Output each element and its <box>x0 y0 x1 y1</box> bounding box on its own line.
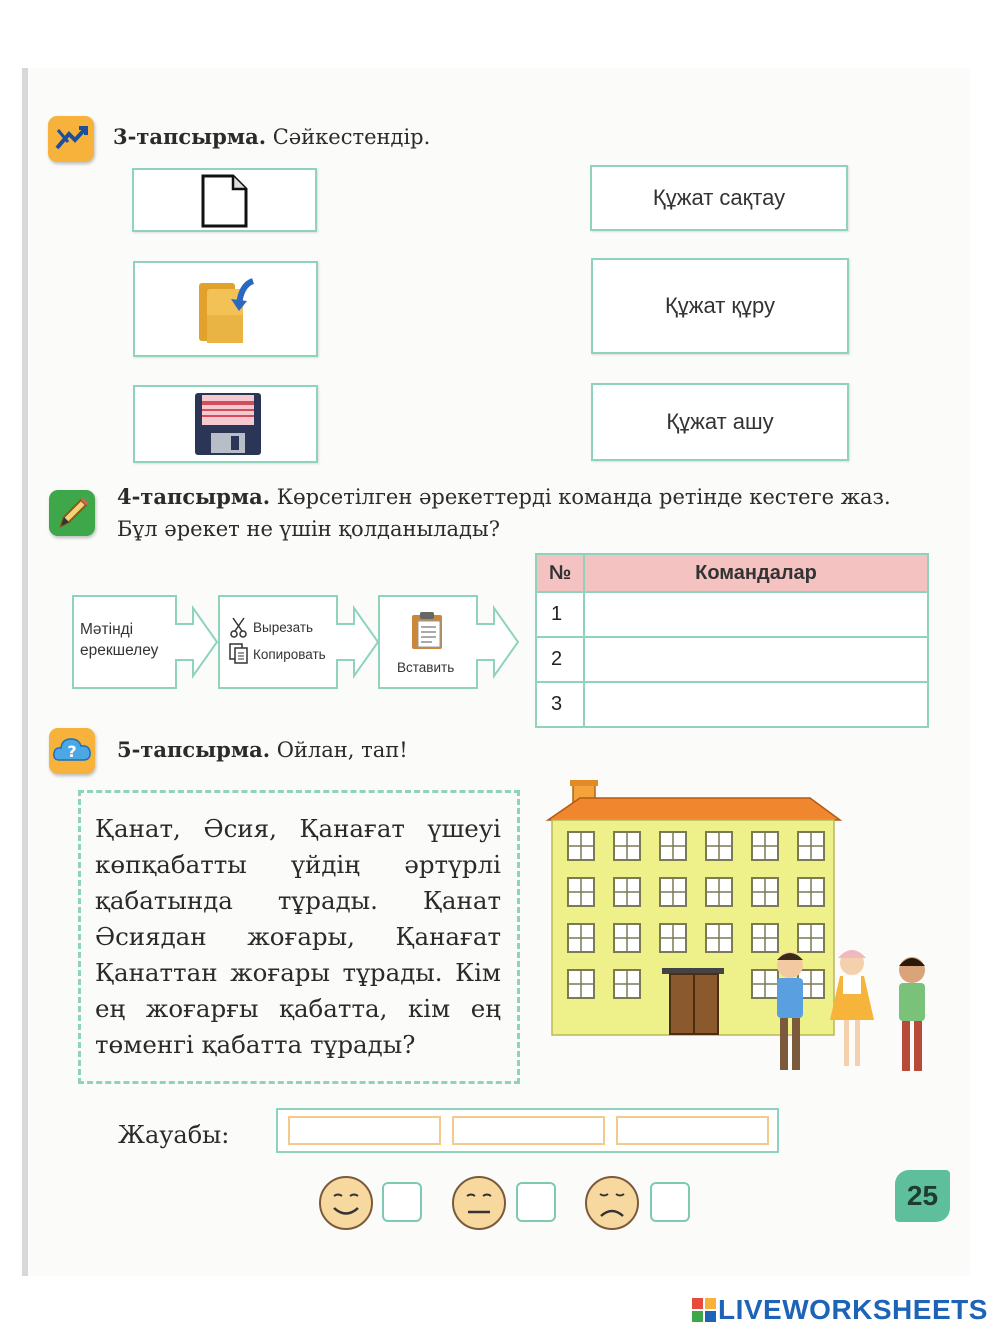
sad-face-icon <box>584 1175 640 1231</box>
flow-arrow-icon <box>336 594 380 690</box>
flow-arrow-icon <box>476 594 520 690</box>
table-row <box>536 637 928 682</box>
match-label-text: Құжат құру <box>664 293 776 318</box>
answer-slot-1[interactable] <box>288 1116 441 1145</box>
question-cloud-icon <box>49 728 95 774</box>
match-label-box-2[interactable] <box>591 258 849 354</box>
col-commands-header: Командалар <box>584 554 928 592</box>
match-label-text: Құжат ашу <box>666 409 774 434</box>
task3-number: 3-тапсырма. <box>113 124 266 149</box>
row-number: 3 <box>536 682 584 727</box>
answer-slot-3[interactable] <box>616 1116 769 1145</box>
match-image-box-1[interactable] <box>132 168 317 232</box>
task5-number: 5-тапсырма. <box>117 737 270 762</box>
happy-face-icon <box>318 1175 374 1231</box>
flow-select-line2: ерекшелеу <box>80 642 159 659</box>
copy-icon <box>229 643 249 665</box>
command-answer-cell[interactable] <box>584 682 928 727</box>
row-number: 1 <box>536 592 584 637</box>
blank-document-icon <box>200 174 250 228</box>
flow-select-line1: Мәтінді <box>80 621 134 638</box>
task5-title <box>117 737 408 762</box>
match-image-box-3[interactable] <box>133 385 318 463</box>
flow-step-paste <box>378 595 478 689</box>
task4-title <box>117 484 891 509</box>
match-label-box-1[interactable] <box>590 165 848 231</box>
pencil-icon <box>49 490 95 536</box>
page-number <box>895 1170 950 1222</box>
self-check-box-sad[interactable] <box>650 1182 690 1222</box>
command-answer-cell[interactable] <box>584 637 928 682</box>
self-check-box-happy[interactable] <box>382 1182 422 1222</box>
match-image-box-2[interactable] <box>133 261 318 357</box>
task3-title <box>113 124 430 149</box>
watermark-text: LIVEWORKSHEETS <box>718 1294 988 1325</box>
match-label-text: Құжат сақтау <box>652 185 786 210</box>
paste-label: Вставить <box>397 660 455 675</box>
table-header-row <box>536 554 928 592</box>
clipboard-icon <box>410 611 446 651</box>
answer-slot-2[interactable] <box>452 1116 605 1145</box>
arrows-icon <box>48 116 94 162</box>
flow-arrow-icon <box>175 594 219 690</box>
scissors-icon <box>230 617 248 639</box>
cut-label: Вырезать <box>253 620 314 635</box>
puzzle-text-box <box>78 790 520 1084</box>
puzzle-text: Қанат, Әсия, Қанағат үшеуі көпқабатты үйдің әртүрлі қабатында тұрады. Қанат Әсиядан жоғары, Қанағат Қанаттан жоғары тұрады. Кім ең жоғарғы қабатта, кім ең төменгі қабатта тұрады? <box>95 814 501 1059</box>
row-number: 2 <box>536 637 584 682</box>
answer-box <box>276 1108 779 1153</box>
flow-step-select-text <box>72 595 177 689</box>
answer-label: Жауабы: <box>118 1121 230 1149</box>
building-illustration <box>540 780 940 1080</box>
table-row <box>536 682 928 727</box>
task4-subtitle: Бұл әрекет не үшін қолданылады? <box>117 517 500 541</box>
svg-text:?: ? <box>67 742 77 761</box>
flow-step-cut-copy <box>218 595 338 689</box>
task5-text: Ойлан, тап! <box>276 738 408 762</box>
commands-table <box>535 553 929 728</box>
liveworksheets-logo-icon <box>692 1298 716 1322</box>
folder-open-icon <box>193 275 259 345</box>
task3-text: Сәйкестендір. <box>272 125 431 149</box>
command-answer-cell[interactable] <box>584 592 928 637</box>
copy-label: Копировать <box>253 647 326 662</box>
neutral-face-icon <box>451 1175 507 1231</box>
task4-text: Көрсетілген әрекеттерді команда ретінде кестеге жаз. <box>276 485 891 509</box>
floppy-disk-icon <box>193 391 263 457</box>
page-number-text: 25 <box>906 1180 939 1211</box>
table-row <box>536 592 928 637</box>
task4-number: 4-тапсырма. <box>117 484 270 509</box>
col-number-header: № <box>536 554 584 592</box>
match-label-box-3[interactable] <box>591 383 849 461</box>
self-check-box-neutral[interactable] <box>516 1182 556 1222</box>
